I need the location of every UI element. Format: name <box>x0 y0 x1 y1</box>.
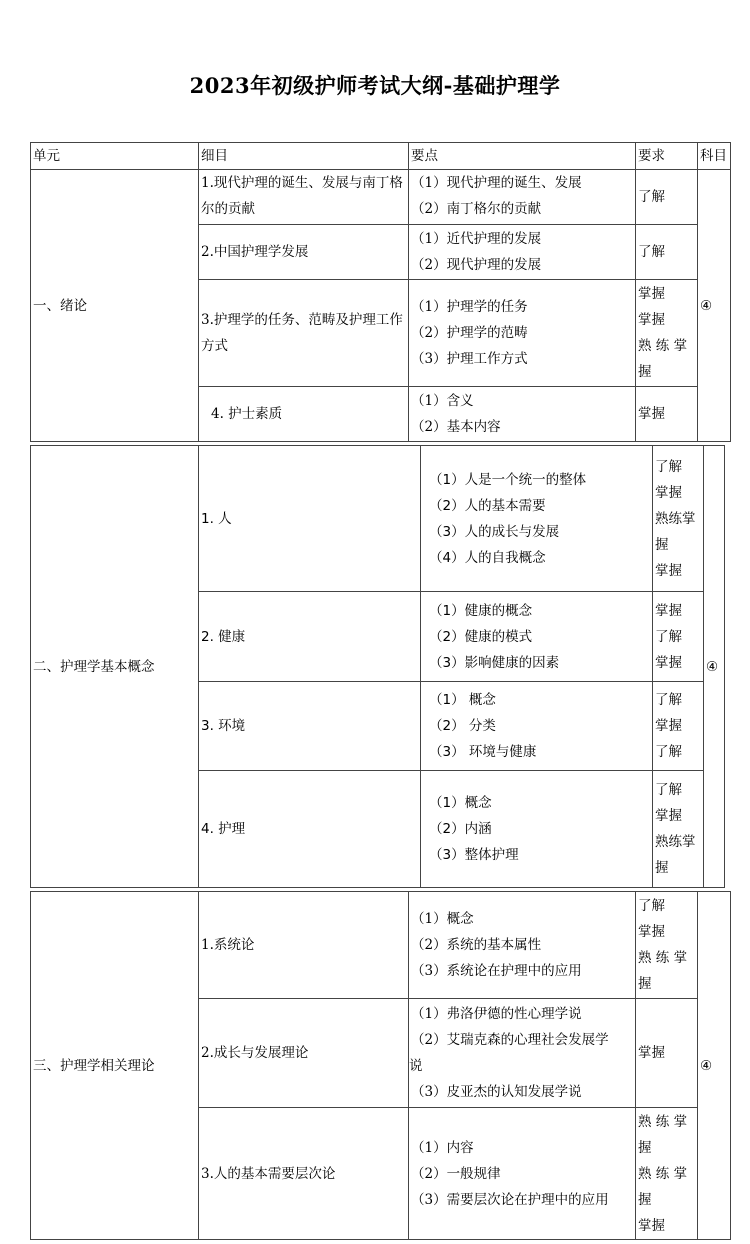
syllabus-table-unit-2 <box>30 445 725 888</box>
subject-cell: ④ <box>704 446 725 888</box>
detail-cell: 1. 人 <box>199 446 421 592</box>
detail-cell: 3.人的基本需要层次论 <box>199 1108 409 1240</box>
requirement-cell: 了解 掌握 了解 <box>653 682 704 771</box>
requirement-cell: 了解 掌握 熟练掌 握 <box>653 771 704 888</box>
requirement-cell: 掌握 <box>636 387 698 442</box>
requirement-cell: 了解 <box>636 170 698 225</box>
table-row <box>31 446 725 592</box>
table-row <box>31 892 731 999</box>
page-title: 2023年初级护师考试大纲-基础护理学 <box>189 73 561 98</box>
detail-cell: 1.现代护理的诞生、发展与南丁格尔的贡献 <box>199 170 409 225</box>
points-cell: （1） 概念 （2） 分类 （3） 环境与健康 <box>421 682 653 771</box>
requirement-cell: 掌握 了解 掌握 <box>653 592 704 682</box>
points-cell: （1）内容 （2）一般规律 （3）需要层次论在护理中的应用 <box>409 1108 636 1240</box>
unit-name: 一、绪论 <box>31 170 199 442</box>
header-detail: 细目 <box>199 143 409 170</box>
header-subject: 科目 <box>698 143 731 170</box>
requirement-cell: 了解 掌握 熟练掌 握 掌握 <box>653 446 704 592</box>
detail-cell: 2.成长与发展理论 <box>199 999 409 1108</box>
detail-cell: 1.系统论 <box>199 892 409 999</box>
detail-cell: 2. 健康 <box>199 592 421 682</box>
unit-name: 三、护理学相关理论 <box>31 892 199 1240</box>
header-points: 要点 <box>409 143 636 170</box>
points-cell: （1）弗洛伊德的性心理学说 （2）艾瑞克森的心理社会发展学 说 （3）皮亚杰的认知发展学说 <box>409 999 636 1108</box>
points-cell: （1）健康的概念 （2）健康的模式 （3）影响健康的因素 <box>421 592 653 682</box>
requirement-cell: 了解 掌握 熟 练 掌 握 <box>636 892 698 999</box>
points-cell: （1）近代护理的发展 （2）现代护理的发展 <box>409 225 636 280</box>
requirement-cell: 了解 <box>636 225 698 280</box>
requirement-cell: 熟 练 掌 握 熟 练 掌 握 掌握 <box>636 1108 698 1240</box>
points-cell: （1）含义 （2）基本内容 <box>409 387 636 442</box>
detail-cell: 4. 护理 <box>199 771 421 888</box>
points-cell: （1）现代护理的诞生、发展 （2）南丁格尔的贡献 <box>409 170 636 225</box>
detail-cell: 3.护理学的任务、范畴及护理工作方式 <box>199 280 409 387</box>
points-cell: （1）概念 （2）内涵 （3）整体护理 <box>421 771 653 888</box>
requirement-cell: 掌握 掌握 熟 练 掌 握 <box>636 280 698 387</box>
syllabus-table-unit-3 <box>30 891 731 1240</box>
points-cell: （1）人是一个统一的整体 （2）人的基本需要 （3）人的成长与发展 （4）人的自我概念 <box>421 446 653 592</box>
table-header-row <box>31 143 731 170</box>
unit-name: 二、护理学基本概念 <box>31 446 199 888</box>
requirement-cell: 掌握 <box>636 999 698 1108</box>
header-unit: 单元 <box>31 143 199 170</box>
points-cell: （1）概念 （2）系统的基本属性 （3）系统论在护理中的应用 <box>409 892 636 999</box>
points-cell: （1）护理学的任务 （2）护理学的范畴 （3）护理工作方式 <box>409 280 636 387</box>
syllabus-table-unit-1 <box>30 142 731 442</box>
detail-cell: 2.中国护理学发展 <box>199 225 409 280</box>
subject-cell: ④ <box>698 892 731 1240</box>
table-row <box>31 170 731 225</box>
header-requirement: 要求 <box>636 143 698 170</box>
detail-cell: 4. 护士素质 <box>199 387 409 442</box>
detail-cell: 3. 环境 <box>199 682 421 771</box>
subject-cell: ④ <box>698 170 731 442</box>
